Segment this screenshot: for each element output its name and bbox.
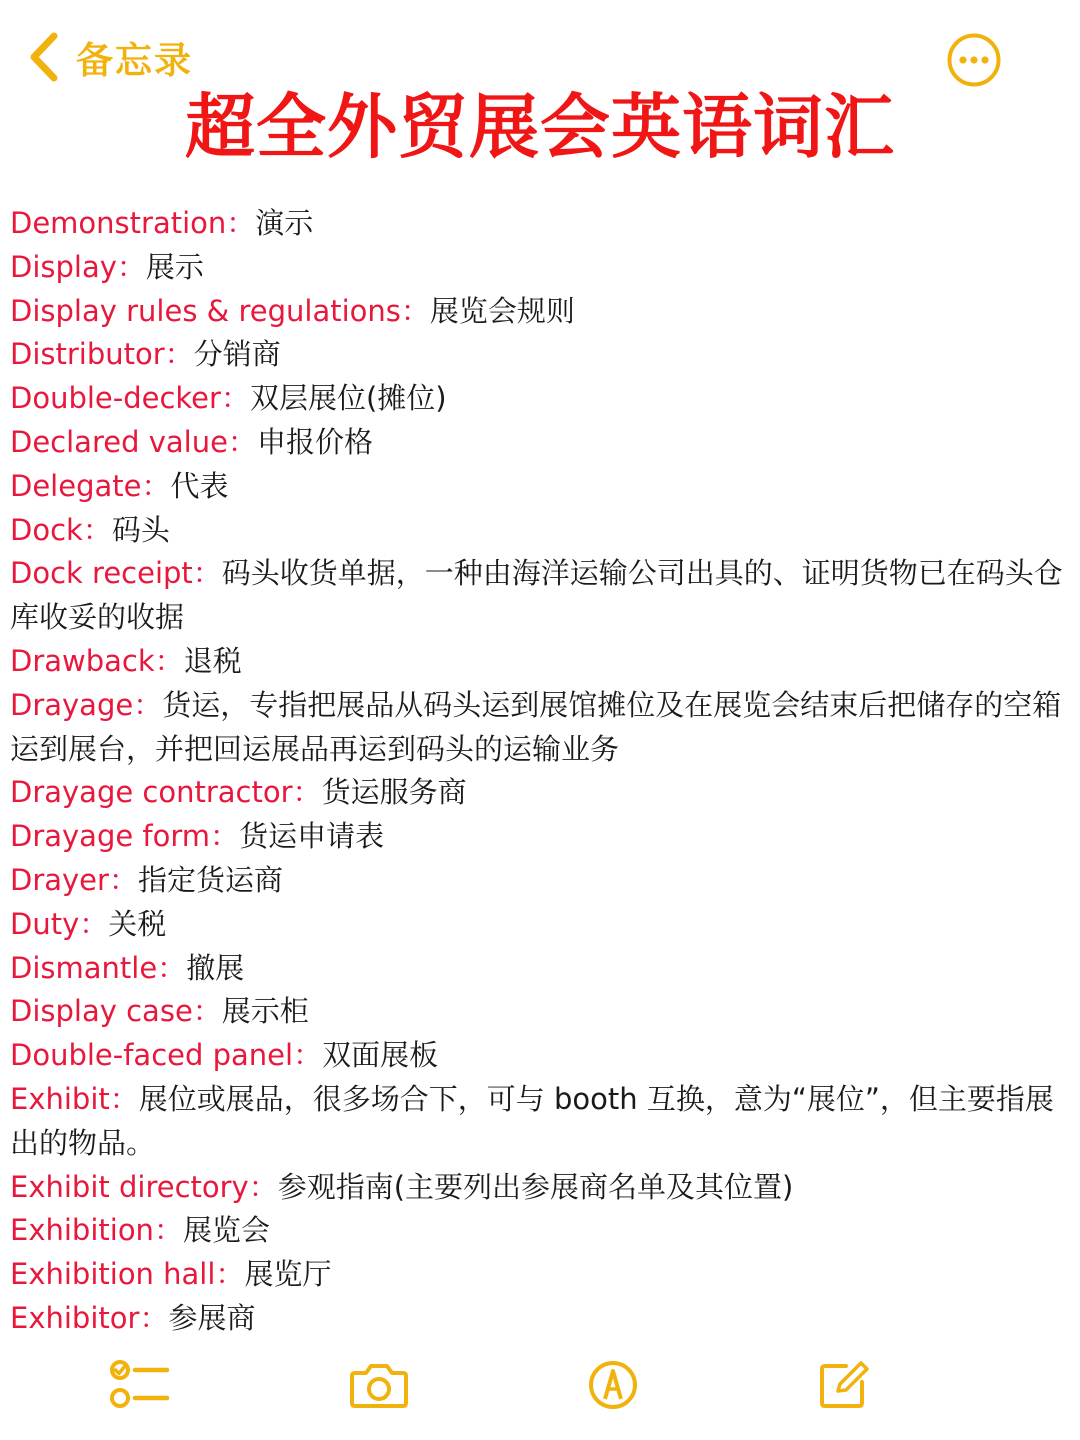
vocab-term: Display [10,249,117,284]
vocab-term: Demonstration [10,206,227,240]
vocab-entry [10,246,1072,290]
note-body[interactable] [10,202,1072,1341]
vocab-entry [10,333,1072,377]
vocab-entry [10,1253,1072,1297]
vocab-term: Drawback [10,643,155,678]
vocab-entry [10,684,1072,772]
camera-button[interactable] [344,1350,414,1420]
vocab-definition: 双层展位(摊位) [249,381,447,416]
vocab-separator: ： [210,819,240,854]
vocab-entry [10,947,1072,991]
vocab-separator: ： [154,643,184,678]
chevron-left-icon [26,32,60,82]
vocab-definition: 展示 [145,249,204,284]
vocab-definition: 码头收货单据，一种由海洋运输公司出具的、证明货物已在码头仓库收妥的收据 [10,556,1063,635]
vocab-definition: 分销商 [193,337,281,372]
vocab-definition: 货运，专指把展品从码头运到展馆摊位及在展览会结束后把储存的空箱运到展台，并把回运展品再运到码头的运输业务 [10,687,1062,766]
vocab-definition: 货运申请表 [239,819,385,854]
vocab-term: Drayage [10,687,134,722]
vocab-term: Drayage form [10,819,211,854]
vocab-entry [10,1209,1072,1253]
vocab-entry [10,1297,1072,1341]
vocab-separator: ： [293,1038,323,1073]
vocab-definition: 撤展 [186,950,245,985]
pen-circle-icon [587,1359,639,1411]
vocab-entry [10,640,1072,684]
vocab-entry [10,377,1072,421]
vocab-term: Delegate [10,468,142,503]
vocab-separator: ： [248,1169,278,1204]
vocab-separator: ： [109,1081,139,1116]
vocab-term: Exhibit directory [10,1169,249,1204]
vocab-separator: ： [192,994,222,1029]
vocab-term: Exhibition [10,1213,154,1248]
vocab-term: Double-decker [10,381,221,416]
vocab-entry [10,771,1072,815]
vocab-separator: ： [215,1257,245,1292]
vocab-term: Double-faced panel [10,1038,294,1073]
vocab-definition: 代表 [170,468,229,503]
vocab-separator: ： [157,950,187,985]
vocab-entry [10,1166,1072,1210]
vocab-definition: 指定货运商 [137,862,283,897]
vocab-entry [10,552,1072,640]
vocab-definition: 申报价格 [256,424,373,459]
vocab-entry [10,421,1072,465]
vocab-term: Duty [10,906,80,941]
vocab-term: Display case [10,994,193,1029]
vocab-entry [10,509,1072,553]
vocab-term: Distributor [10,337,165,372]
vocab-entry [10,815,1072,859]
vocab-term: Dock [10,512,83,547]
vocab-definition: 双面展板 [322,1038,439,1073]
vocab-term: Exhibition hall [10,1257,216,1292]
vocab-definition: 退税 [183,643,242,678]
vocab-separator: ： [108,862,138,897]
vocab-definition: 展览厅 [244,1257,332,1292]
vocab-separator: ： [220,381,250,416]
vocab-term: Exhibit [10,1081,110,1116]
back-label: 备忘录 [76,39,193,82]
back-button[interactable] [26,28,193,86]
vocab-separator: ： [192,556,222,591]
note-title: 超全外贸展会英语词汇 [185,86,895,168]
vocab-term: Display rules & regulations [10,293,401,328]
vocab-term: Exhibitor [10,1300,140,1335]
vocab-definition: 参展商 [168,1300,256,1335]
vocab-separator: ： [164,337,194,372]
more-button[interactable] [946,32,1002,88]
vocab-separator: ： [133,687,163,722]
vocab-definition: 演示 [255,206,314,240]
vocab-term: Drayage contractor [10,775,293,810]
vocab-separator: ： [153,1213,183,1248]
vocab-term: Dismantle [10,950,158,985]
compose-icon [816,1358,870,1412]
vocab-separator: ： [227,424,257,459]
vocab-definition: 展示柜 [221,994,309,1029]
vocab-entry [10,465,1072,509]
vocab-definition: 展览会规则 [429,293,575,328]
vocab-entry [10,290,1072,334]
vocab-definition: 码头 [111,512,170,547]
vocab-separator: ： [226,206,256,240]
vocab-entry [10,903,1072,947]
vocab-definition: 展览会 [182,1213,270,1248]
vocab-separator: ： [292,775,322,810]
vocab-definition: 货运服务商 [321,775,467,810]
vocab-separator: ： [79,906,109,941]
vocab-definition: 展位或展品，很多场合下，可与 booth 互换，意为“展位”，但主要指展出的物品。 [10,1081,1054,1160]
checklist-button[interactable] [105,1350,175,1420]
vocab-separator: ： [82,512,112,547]
vocab-separator: ： [139,1300,169,1335]
vocab-entry [10,990,1072,1034]
vocab-entry [10,202,1072,246]
compose-button[interactable] [808,1350,878,1420]
vocab-separator: ： [141,468,171,503]
vocab-separator: ： [116,249,146,284]
vocab-term: Drayer [10,862,109,897]
checklist-icon [109,1359,171,1411]
camera-icon [349,1361,409,1409]
vocab-entry [10,1078,1072,1166]
vocab-term: Declared value [10,424,228,459]
vocab-definition: 关税 [108,906,167,941]
vocab-separator: ： [400,293,430,328]
vocab-term: Dock receipt [10,556,193,591]
markup-button[interactable] [578,1350,648,1420]
vocab-entry [10,1034,1072,1078]
vocab-definition: 参观指南(主要列出参展商名单及其位置) [277,1169,794,1204]
bottom-toolbar [0,1340,1080,1440]
vocab-entry [10,859,1072,903]
